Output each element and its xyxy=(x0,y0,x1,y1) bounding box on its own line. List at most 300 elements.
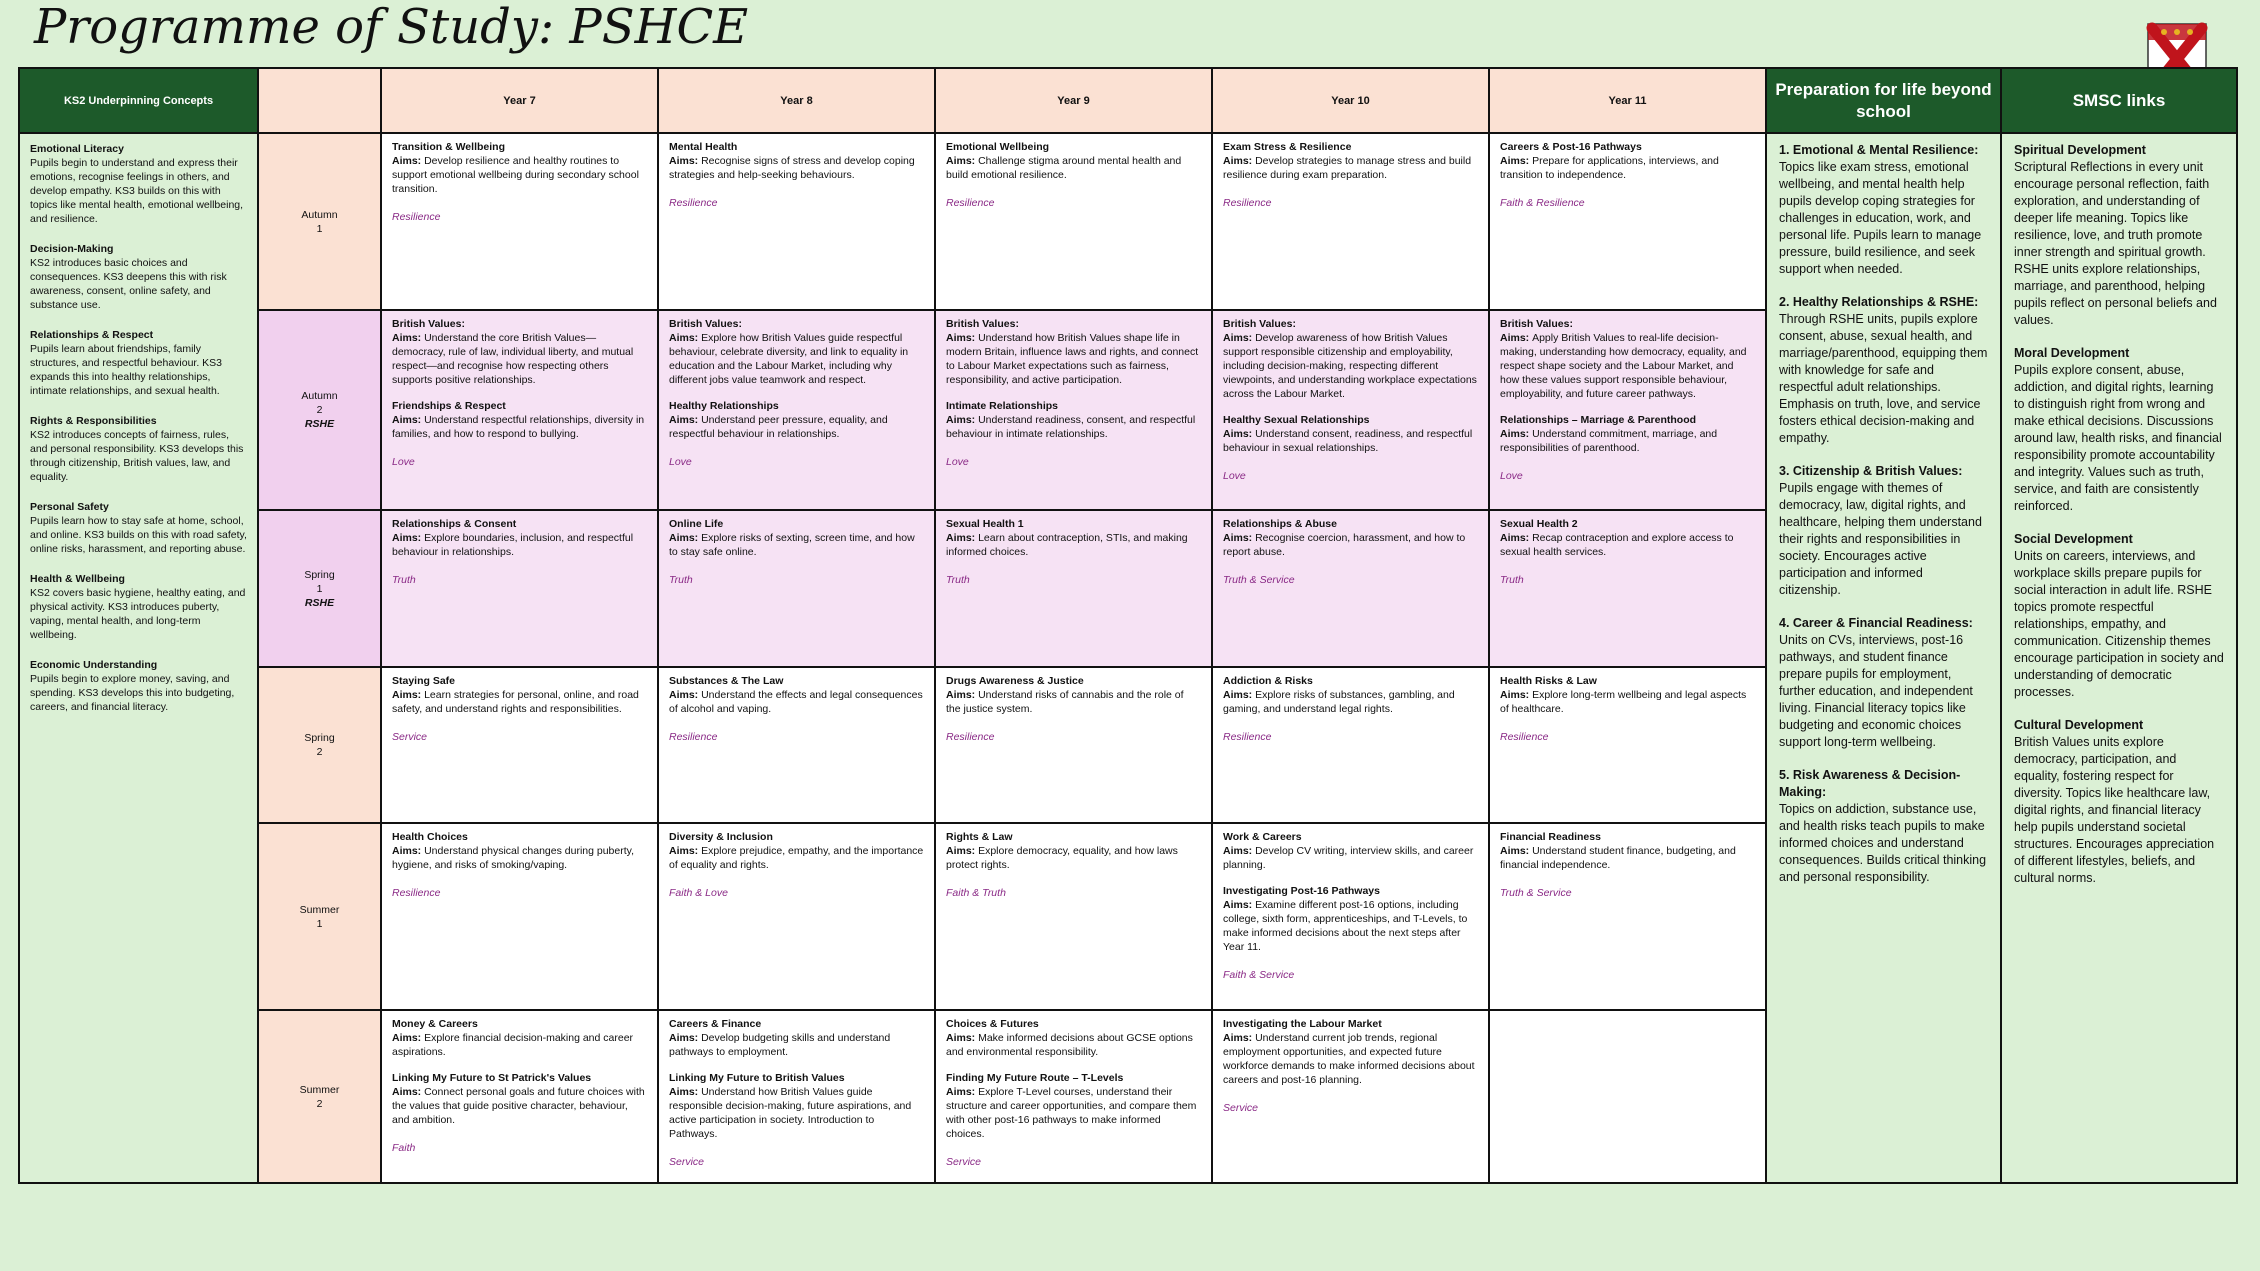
unit-block xyxy=(946,399,1201,441)
unit-block xyxy=(669,830,924,872)
header-year-10: Year 10 xyxy=(1212,68,1489,133)
unit-cell xyxy=(1212,510,1489,667)
aims-text: Develop budgeting skills and understand pathways to employment. xyxy=(669,1032,891,1058)
unit-block xyxy=(1500,413,1755,455)
value-theme: Faith & Resilience xyxy=(1500,197,1585,209)
aims-text: Understand how British Values guide responsible decision-making, future aspirations, and active participation in society. Introduction to Pathways. xyxy=(669,1086,912,1140)
aims-text: Explore boundaries, inclusion, and respectful behaviour in relationships. xyxy=(392,532,634,558)
unit-title: Relationships & Abuse xyxy=(1223,518,1337,530)
unit-aims xyxy=(669,414,888,440)
unit-title: Relationships – Marriage & Parenthood xyxy=(1500,414,1697,426)
aims-label: Aims: xyxy=(669,845,702,857)
term-autumn-2: Autumn 2 RSHE xyxy=(258,310,381,510)
aims-text: Explore T-Level courses, understand their structure and career opportunities, and compare them with other post-16 pathways to make informed choices. xyxy=(946,1086,1197,1140)
unit-title: Linking My Future to St Patrick's Values xyxy=(392,1072,592,1084)
unit-cell xyxy=(381,133,658,310)
aims-text: Understand risks of cannabis and the role of the justice system. xyxy=(946,689,1184,715)
unit-aims xyxy=(1223,899,1467,953)
header-smsc: SMSC links xyxy=(2001,68,2237,133)
aims-label: Aims: xyxy=(1500,428,1533,440)
unit-cell xyxy=(658,310,935,510)
aims-text: Apply British Values to real-life decision-making, understanding how democracy, equality, and respect shape society and the Labour Market, and how these values support responsible behaviour, employability, and future career pathways. xyxy=(1500,332,1747,400)
aims-label: Aims: xyxy=(946,332,979,344)
unit-title: British Values: xyxy=(1223,318,1296,330)
unit-aims xyxy=(392,532,633,558)
unit-cell xyxy=(935,1010,1212,1183)
term-summer-1: Summer 1 xyxy=(258,823,381,1010)
aims-text: Recognise coercion, harassment, and how to report abuse. xyxy=(1223,532,1466,558)
unit-cell xyxy=(658,510,935,667)
unit-title: Sexual Health 1 xyxy=(946,518,1024,530)
prep-text: Through RSHE units, pupils explore consent, abuse, sexual health, and marriage/parenthood, equipping them with knowledge for safe and respectful adult relationships. Emphasis on truth, love, and service fosters ethical decision-making and empathy. xyxy=(1779,312,1988,445)
concept-text: Pupils begin to understand and express their emotions, recognise feelings in others, and develop empathy. KS3 builds on this with topics like mental health, emotional wellbeing, and resilience. xyxy=(30,157,244,225)
aims-text: Recognise signs of stress and develop coping strategies and help-seeking behaviours. xyxy=(669,155,915,181)
aims-label: Aims: xyxy=(1500,332,1533,344)
unit-aims xyxy=(1500,845,1736,871)
smsc-text: Scriptural Reflections in every unit encourage personal reflection, faith exploration, and understanding of deeper life meaning. Topics like resilience, love, and truth promote inner strength and spiritual growth. RSHE units explore relationships, marriage, and parenthood, helping pupils reflect on personal beliefs and values. xyxy=(2014,160,2217,327)
aims-text: Develop strategies to manage stress and build resilience during exam preparation. xyxy=(1223,155,1472,181)
smsc-block xyxy=(2014,345,2224,515)
prep-block xyxy=(1779,142,1988,278)
aims-label: Aims: xyxy=(392,1032,425,1044)
unit-title: Careers & Post-16 Pathways xyxy=(1500,141,1642,153)
aims-label: Aims: xyxy=(1223,845,1256,857)
unit-block xyxy=(946,317,1201,387)
smsc-block xyxy=(2014,531,2224,701)
aims-label: Aims: xyxy=(1223,532,1256,544)
value-theme: Resilience xyxy=(392,887,441,899)
prep-heading: 3. Citizenship & British Values: xyxy=(1779,464,1963,478)
value-theme: Love xyxy=(392,456,415,468)
value-theme: Truth & Service xyxy=(1223,574,1295,586)
value-theme: Resilience xyxy=(1223,197,1272,209)
unit-title: Diversity & Inclusion xyxy=(669,831,773,843)
aims-text: Explore long-term wellbeing and legal aspects of healthcare. xyxy=(1500,689,1747,715)
value-theme: Service xyxy=(946,1156,982,1168)
unit-aims xyxy=(946,155,1181,181)
aims-text: Explore how British Values guide respectful behaviour, celebrate diversity, and link to equality in education and the Labour Market, including why different jobs value teamwork and respect. xyxy=(669,332,909,386)
unit-block xyxy=(669,1017,924,1059)
aims-label: Aims: xyxy=(1223,899,1256,911)
unit-title: Relationships & Consent xyxy=(392,518,517,530)
smsc-text: Pupils explore consent, abuse, addiction, and digital rights, learning to distinguish right from wrong and make ethical decisions. Discussions around law, health risks, and financial responsibility promote accountability and integrity. Values such as truth, service, and faith are consistently reinforced. xyxy=(2014,363,2222,513)
unit-block xyxy=(392,517,647,559)
prep-block xyxy=(1779,615,1988,751)
header-term xyxy=(258,68,381,133)
aims-label: Aims: xyxy=(1223,428,1256,440)
unit-cell xyxy=(1489,667,1766,823)
value-theme: Love xyxy=(1500,470,1523,482)
aims-text: Understand consent, readiness, and respectful behaviour in sexual relationships. xyxy=(1223,428,1473,454)
concepts-column xyxy=(19,133,258,1183)
unit-cell xyxy=(1212,667,1489,823)
unit-cell xyxy=(1489,823,1766,1010)
unit-aims xyxy=(669,1086,911,1140)
concept-block xyxy=(30,500,247,556)
value-theme: Resilience xyxy=(946,731,995,743)
unit-title: Sexual Health 2 xyxy=(1500,518,1578,530)
unit-aims xyxy=(1223,155,1471,181)
aims-label: Aims: xyxy=(946,155,979,167)
prep-block xyxy=(1779,463,1988,599)
aims-text: Understand respectful relationships, diversity in families, and how to respond to bullying. xyxy=(392,414,645,440)
value-theme: Truth & Service xyxy=(1500,887,1572,899)
unit-block xyxy=(1223,140,1478,182)
unit-aims xyxy=(1223,332,1477,400)
unit-block xyxy=(946,1017,1201,1059)
concept-text: KS2 introduces concepts of fairness, rules, and personal responsibility. KS3 develops this through citizenship, British values, law, and equality. xyxy=(30,429,244,483)
unit-block xyxy=(1500,317,1755,401)
unit-title: Careers & Finance xyxy=(669,1018,762,1030)
unit-aims xyxy=(1500,689,1746,715)
aims-label: Aims: xyxy=(669,414,702,426)
concept-heading: Emotional Literacy xyxy=(30,143,124,155)
aims-text: Understand readiness, consent, and respectful behaviour in intimate relationships. xyxy=(946,414,1196,440)
aims-text: Explore risks of sexting, screen time, and how to stay safe online. xyxy=(669,532,915,558)
aims-text: Understand the core British Values—democracy, rule of law, individual liberty, and mutual respect—and recognise how respecting others supports positive relationships. xyxy=(392,332,634,386)
prep-text: Topics like exam stress, emotional wellbeing, and mental health help pupils develop coping strategies for challenges in education, work, and personal life. Pupils learn to manage pressure, build resilience, and seek support when needed. xyxy=(1779,160,1982,276)
concept-heading: Economic Understanding xyxy=(30,659,158,671)
aims-label: Aims: xyxy=(946,1086,979,1098)
unit-title: British Values: xyxy=(946,318,1019,330)
unit-block xyxy=(392,317,647,387)
unit-cell xyxy=(381,510,658,667)
unit-aims xyxy=(946,1032,1193,1058)
unit-title: Substances & The Law xyxy=(669,675,784,687)
aims-text: Learn about contraception, STIs, and making informed choices. xyxy=(946,532,1188,558)
concept-text: Pupils learn about friendships, family structures, and respectful behaviour. KS3 expands this into healthy relationships, intimate relationships, and sexual health. xyxy=(30,343,223,397)
prep-block xyxy=(1779,767,1988,886)
smsc-block xyxy=(2014,717,2224,887)
value-theme: Faith & Service xyxy=(1223,969,1295,981)
aims-label: Aims: xyxy=(1500,689,1533,701)
unit-block xyxy=(1223,830,1478,872)
smsc-block xyxy=(2014,142,2224,329)
unit-block xyxy=(1500,140,1755,182)
header-year-7: Year 7 xyxy=(381,68,658,133)
smsc-heading: Spiritual Development xyxy=(2014,143,2146,157)
value-theme: Resilience xyxy=(946,197,995,209)
term-summer-2: Summer 2 xyxy=(258,1010,381,1183)
unit-block xyxy=(1223,674,1478,716)
unit-title: Exam Stress & Resilience xyxy=(1223,141,1352,153)
unit-aims xyxy=(946,414,1195,440)
unit-block xyxy=(392,674,647,716)
concept-text: KS2 covers basic hygiene, healthy eating, and physical activity. KS3 introduces puberty, vaping, mental health, and long-term wellbeing. xyxy=(30,587,246,641)
row-autumn-1 xyxy=(19,133,2237,310)
value-theme: Truth xyxy=(392,574,416,586)
unit-title: Investigating Post-16 Pathways xyxy=(1223,885,1380,897)
unit-aims xyxy=(1500,428,1717,454)
aims-label: Aims: xyxy=(392,532,425,544)
value-theme: Service xyxy=(1223,1102,1259,1114)
unit-aims xyxy=(1223,1032,1475,1086)
unit-block xyxy=(946,140,1201,182)
smsc-text: British Values units explore democracy, participation, and equality, fostering respect for diversity. Topics like healthcare law, digital rights, and financial literacy help pupils understand societal structures. Encourages appreciation of different lifestyles, beliefs, and cultural norms. xyxy=(2014,735,2215,885)
value-theme: Faith xyxy=(392,1142,416,1154)
unit-aims xyxy=(946,689,1184,715)
unit-block xyxy=(1223,317,1478,401)
unit-title: Choices & Futures xyxy=(946,1018,1039,1030)
unit-block xyxy=(1223,517,1478,559)
unit-title: Linking My Future to British Values xyxy=(669,1072,845,1084)
aims-text: Connect personal goals and future choices with the values that guide positive character, behaviour, and ambition. xyxy=(392,1086,645,1126)
header-year-9: Year 9 xyxy=(935,68,1212,133)
aims-label: Aims: xyxy=(392,414,425,426)
page-title: Programme of Study: PSHCE xyxy=(34,0,749,55)
unit-title: Staying Safe xyxy=(392,675,456,687)
unit-aims xyxy=(1500,332,1747,400)
unit-cell xyxy=(1489,133,1766,310)
unit-aims xyxy=(392,1086,645,1126)
aims-text: Prepare for applications, interviews, and transition to independence. xyxy=(1500,155,1719,181)
aims-text: Explore democracy, equality, and how laws protect rights. xyxy=(946,845,1178,871)
unit-aims xyxy=(946,532,1188,558)
aims-label: Aims: xyxy=(669,1032,702,1044)
unit-block xyxy=(392,399,647,441)
value-theme: Love xyxy=(669,456,692,468)
prep-heading: 5. Risk Awareness & Decision-Making: xyxy=(1779,768,1961,799)
unit-title: Mental Health xyxy=(669,141,738,153)
prep-text: Pupils engage with themes of democracy, law, digital rights, and healthcare, helping them understand their rights and responsibilities in society. Encourages active participation and informed citizenship. xyxy=(1779,481,1982,597)
aims-label: Aims: xyxy=(669,689,702,701)
unit-title: Finding My Future Route – T-Levels xyxy=(946,1072,1124,1084)
unit-title: Financial Readiness xyxy=(1500,831,1601,843)
value-theme: Resilience xyxy=(669,731,718,743)
unit-title: Intimate Relationships xyxy=(946,400,1059,412)
term-autumn-1: Autumn 1 xyxy=(258,133,381,310)
unit-block xyxy=(392,1071,647,1127)
unit-title: Work & Careers xyxy=(1223,831,1302,843)
unit-block xyxy=(946,830,1201,872)
aims-label: Aims: xyxy=(946,845,979,857)
aims-label: Aims: xyxy=(392,845,425,857)
prep-heading: 1. Emotional & Mental Resilience: xyxy=(1779,143,1979,157)
smsc-heading: Social Development xyxy=(2014,532,2133,546)
aims-text: Challenge stigma around mental health and build emotional resilience. xyxy=(946,155,1182,181)
aims-label: Aims: xyxy=(669,532,702,544)
header-year-8: Year 8 xyxy=(658,68,935,133)
aims-text: Develop resilience and healthy routines to support emotional wellbeing during secondary school transition. xyxy=(392,155,639,195)
unit-aims xyxy=(669,332,908,386)
value-theme: Truth xyxy=(1500,574,1524,586)
aims-text: Explore risks of substances, gambling, and gaming, and understand legal rights. xyxy=(1223,689,1455,715)
unit-aims xyxy=(392,1032,633,1058)
unit-block xyxy=(392,830,647,872)
aims-text: Understand peer pressure, equality, and respectful behaviour in relationships. xyxy=(669,414,888,440)
concept-text: Pupils begin to explore money, saving, and spending. KS3 develops this into budgeting, careers, and financial literacy. xyxy=(30,673,235,713)
unit-aims xyxy=(1223,428,1472,454)
value-theme: Service xyxy=(669,1156,705,1168)
unit-title: British Values: xyxy=(669,318,742,330)
unit-cell xyxy=(935,667,1212,823)
concept-heading: Relationships & Respect xyxy=(30,329,154,341)
unit-cell xyxy=(658,667,935,823)
concept-block xyxy=(30,242,247,312)
aims-label: Aims: xyxy=(946,1032,979,1044)
unit-block xyxy=(392,140,647,196)
programme-table xyxy=(18,67,2238,1184)
smsc-text: Units on careers, interviews, and workplace skills prepare pupils for social interaction in adult life. RSHE topics promote respectful relationships, empathy, and communication. Citizenship themes encourage participation in society and understanding of democratic processes. xyxy=(2014,549,2224,699)
aims-text: Develop awareness of how British Values support responsible citizenship and employability, including decision-making, respecting different viewpoints, and understanding workplace expectations across the Labour Market. xyxy=(1223,332,1477,400)
aims-label: Aims: xyxy=(392,332,425,344)
smsc-heading: Moral Development xyxy=(2014,346,2130,360)
unit-cell xyxy=(1212,1010,1489,1183)
value-theme: Truth xyxy=(946,574,970,586)
aims-text: Explore prejudice, empathy, and the importance of equality and rights. xyxy=(669,845,924,871)
unit-aims xyxy=(669,689,923,715)
unit-block xyxy=(1500,674,1755,716)
aims-label: Aims: xyxy=(669,1086,702,1098)
unit-title: Transition & Wellbeing xyxy=(392,141,505,153)
value-theme: Resilience xyxy=(1500,731,1549,743)
unit-aims xyxy=(392,689,639,715)
unit-title: Drugs Awareness & Justice xyxy=(946,675,1084,687)
aims-label: Aims: xyxy=(669,332,702,344)
aims-label: Aims: xyxy=(1223,689,1256,701)
unit-block xyxy=(1500,517,1755,559)
unit-aims xyxy=(1223,689,1455,715)
unit-aims xyxy=(669,532,915,558)
unit-title: Investigating the Labour Market xyxy=(1223,1018,1382,1030)
unit-cell xyxy=(658,823,935,1010)
unit-cell xyxy=(658,133,935,310)
unit-title: Money & Careers xyxy=(392,1018,478,1030)
unit-cell xyxy=(935,310,1212,510)
unit-aims xyxy=(1223,845,1473,871)
aims-label: Aims: xyxy=(946,689,979,701)
unit-aims xyxy=(392,845,634,871)
value-theme: Truth xyxy=(669,574,693,586)
unit-block xyxy=(1500,830,1755,872)
value-theme: Resilience xyxy=(392,211,441,223)
value-theme: Love xyxy=(946,456,969,468)
unit-cell xyxy=(1489,310,1766,510)
unit-title: Emotional Wellbeing xyxy=(946,141,1050,153)
aims-label: Aims: xyxy=(392,689,425,701)
unit-block xyxy=(669,140,924,182)
aims-text: Learn strategies for personal, online, and road safety, and understand rights and responsibilities. xyxy=(392,689,639,715)
unit-block xyxy=(669,517,924,559)
aims-label: Aims: xyxy=(1223,155,1256,167)
concept-block xyxy=(30,572,247,642)
aims-text: Understand commitment, marriage, and responsibilities of parenthood. xyxy=(1500,428,1718,454)
value-theme: Service xyxy=(392,731,428,743)
unit-title: British Values: xyxy=(1500,318,1573,330)
unit-cell xyxy=(1212,133,1489,310)
aims-label: Aims: xyxy=(1500,155,1533,167)
concept-text: Pupils learn how to stay safe at home, school, and online. KS3 builds on this with road safety, online risks, harassment, and reporting abuse. xyxy=(30,515,247,555)
aims-text: Understand physical changes during puberty, hygiene, and risks of smoking/vaping. xyxy=(392,845,635,871)
concept-block xyxy=(30,658,247,714)
preparation-column xyxy=(1766,133,2001,1183)
smsc-heading: Cultural Development xyxy=(2014,718,2144,732)
header-concepts: KS2 Underpinning Concepts xyxy=(19,68,258,133)
unit-block xyxy=(1223,413,1478,455)
unit-block xyxy=(669,1071,924,1141)
unit-block xyxy=(946,1071,1201,1141)
unit-block xyxy=(1223,884,1478,954)
aims-text: Examine different post-16 options, including college, sixth form, apprenticeships, and T-Levels, to make informed decisions about the next steps after Year 11. xyxy=(1223,899,1468,953)
unit-title: British Values: xyxy=(392,318,465,330)
aims-label: Aims: xyxy=(1500,845,1533,857)
aims-text: Understand current job trends, regional employment opportunities, and expected future workforce demands to make informed decisions about careers and post-16 planning. xyxy=(1223,1032,1475,1086)
smsc-column xyxy=(2001,133,2237,1183)
unit-block xyxy=(946,517,1201,559)
aims-text: Make informed decisions about GCSE options and environmental responsibility. xyxy=(946,1032,1193,1058)
term-spring-1: Spring 1 RSHE xyxy=(258,510,381,667)
concept-heading: Health & Wellbeing xyxy=(30,573,125,585)
value-theme: Faith & Love xyxy=(669,887,728,899)
unit-aims xyxy=(946,332,1198,386)
unit-aims xyxy=(669,155,915,181)
aims-label: Aims: xyxy=(1223,1032,1256,1044)
aims-text: Understand the effects and legal consequences of alcohol and vaping. xyxy=(669,689,923,715)
concept-text: KS2 introduces basic choices and consequences. KS3 deepens this with risk awareness, consent, online safety, and substance use. xyxy=(30,257,227,311)
header-year-11: Year 11 xyxy=(1489,68,1766,133)
term-spring-2: Spring 2 xyxy=(258,667,381,823)
unit-aims xyxy=(669,1032,890,1058)
unit-title: Friendships & Respect xyxy=(392,400,506,412)
value-theme: Resilience xyxy=(1223,731,1272,743)
prep-heading: 2. Healthy Relationships & RSHE: xyxy=(1779,295,1979,309)
aims-label: Aims: xyxy=(1500,532,1533,544)
unit-cell xyxy=(1489,1010,1766,1183)
header-preparation: Preparation for life beyond school xyxy=(1766,68,2001,133)
unit-aims xyxy=(1223,532,1465,558)
unit-aims xyxy=(1500,532,1733,558)
unit-title: Online Life xyxy=(669,518,724,530)
unit-cell xyxy=(381,1010,658,1183)
unit-title: Health Choices xyxy=(392,831,468,843)
prep-heading: 4. Career & Financial Readiness: xyxy=(1779,616,1973,630)
concept-heading: Personal Safety xyxy=(30,501,109,513)
aims-label: Aims: xyxy=(946,532,979,544)
unit-block xyxy=(946,674,1201,716)
unit-block xyxy=(669,399,924,441)
unit-aims xyxy=(392,155,639,195)
unit-title: Rights & Law xyxy=(946,831,1013,843)
prep-block xyxy=(1779,294,1988,447)
prep-text: Topics on addiction, substance use, and health risks teach pupils to make informed choices and understand consequences. Builds critical thinking and personal responsibility. xyxy=(1779,802,1987,884)
unit-cell xyxy=(935,133,1212,310)
concept-heading: Rights & Responsibilities xyxy=(30,415,157,427)
concept-block xyxy=(30,328,247,398)
unit-aims xyxy=(946,1086,1196,1140)
unit-cell xyxy=(935,823,1212,1010)
header-row xyxy=(19,68,2237,133)
aims-text: Understand student finance, budgeting, and financial independence. xyxy=(1500,845,1736,871)
unit-cell xyxy=(935,510,1212,667)
unit-title: Addiction & Risks xyxy=(1223,675,1313,687)
value-theme: Resilience xyxy=(669,197,718,209)
unit-cell xyxy=(1212,310,1489,510)
aims-label: Aims: xyxy=(1223,332,1256,344)
concept-block xyxy=(30,414,247,484)
aims-text: Develop CV writing, interview skills, and career planning. xyxy=(1223,845,1474,871)
prep-text: Units on CVs, interviews, post-16 pathways, and student finance prepare pupils for employment, further education, and independent living. Financial literacy topics like budgeting and economic choices support long-term wellbeing. xyxy=(1779,633,1973,749)
aims-label: Aims: xyxy=(946,414,979,426)
unit-cell xyxy=(1212,823,1489,1010)
unit-block xyxy=(669,674,924,716)
unit-aims xyxy=(392,414,644,440)
unit-aims xyxy=(946,845,1178,871)
concept-block xyxy=(30,142,247,226)
value-theme: Faith & Truth xyxy=(946,887,1006,899)
unit-cell xyxy=(1489,510,1766,667)
unit-aims xyxy=(392,332,633,386)
unit-cell xyxy=(381,823,658,1010)
